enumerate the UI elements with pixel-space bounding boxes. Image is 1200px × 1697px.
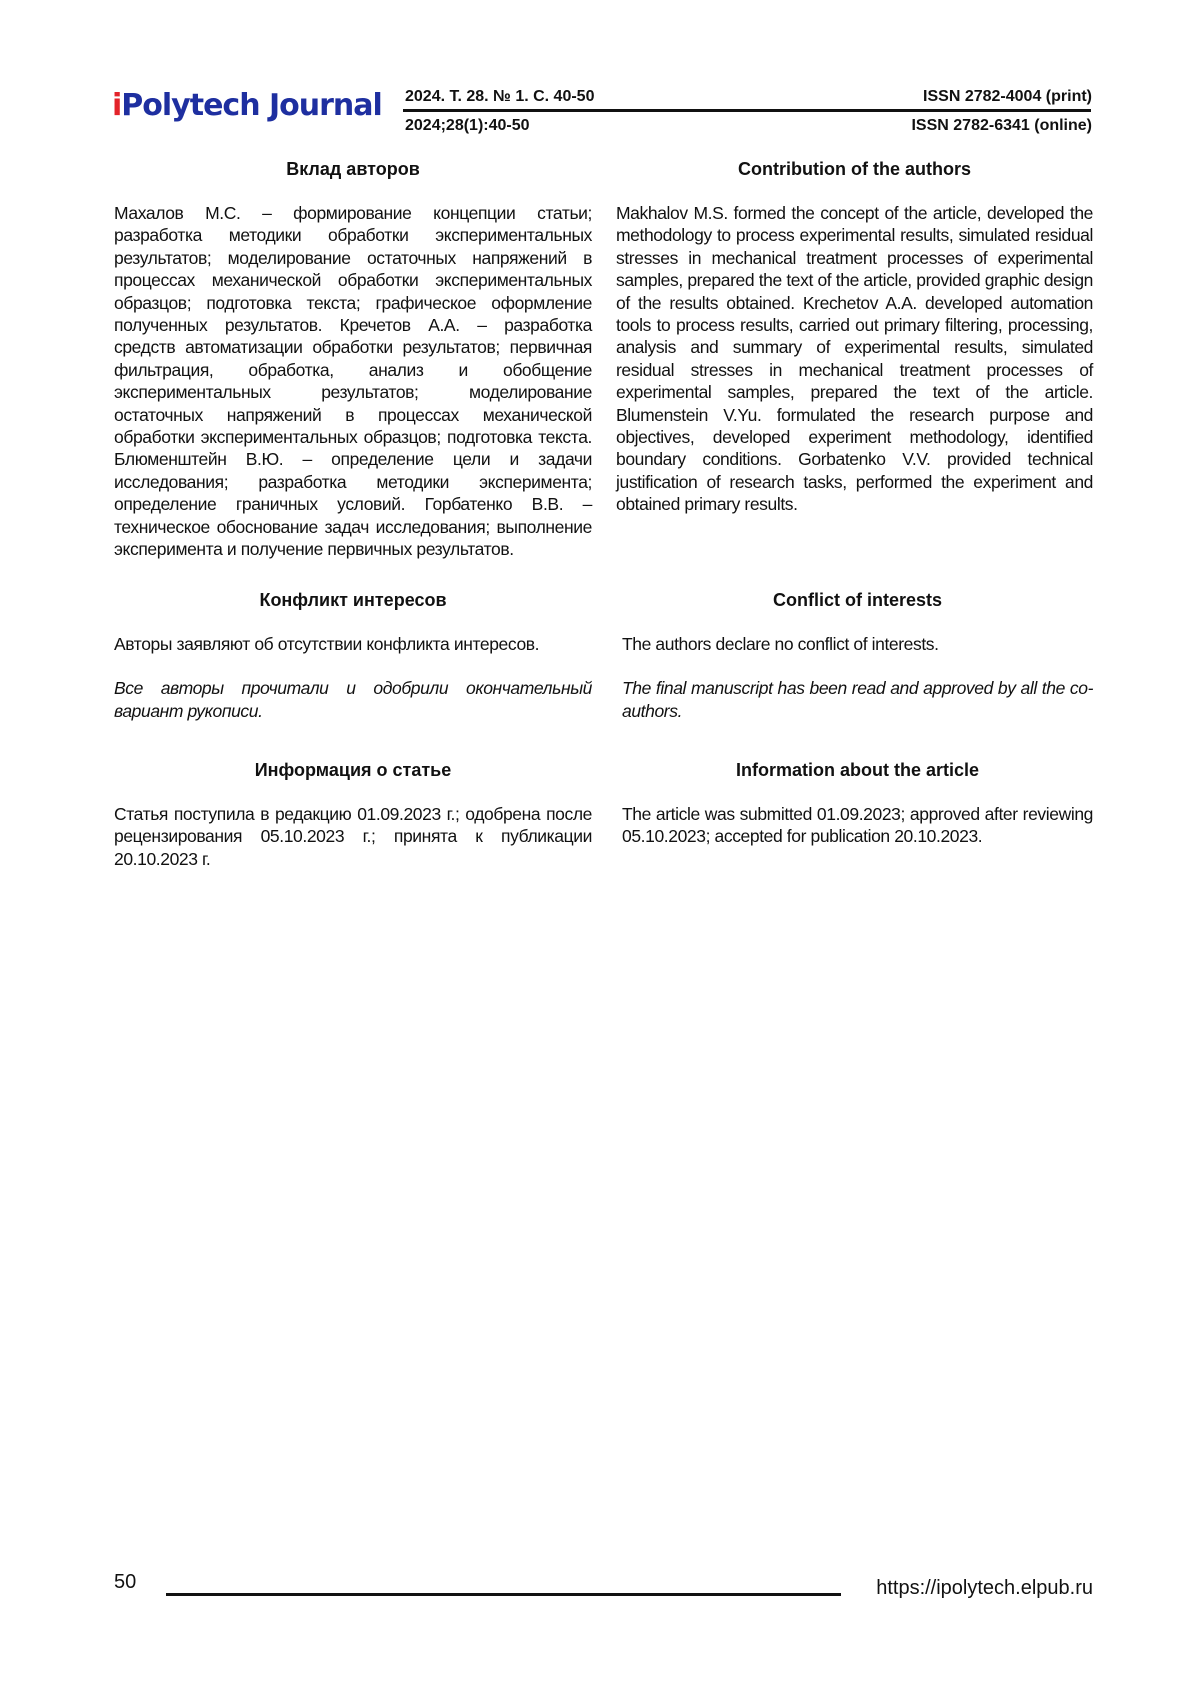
conflict-text-ru: Авторы заявляют об отсутствии конфликта интересов.	[114, 634, 540, 654]
logo-prefix: i	[112, 88, 122, 123]
issn-online: ISSN 2782-6341 (online)	[911, 117, 1092, 134]
page-number: 50	[114, 1571, 137, 1593]
conflict-heading-en: Conflict of interests	[772, 590, 942, 610]
issn-print: ISSN 2782-4004 (print)	[923, 88, 1092, 105]
contribution-heading-en: Contribution of the authors	[738, 159, 971, 179]
journal-logo	[112, 88, 382, 123]
conflict-text-en: The authors declare no conflict of interests.	[622, 634, 939, 654]
approved-text-en: The final manuscript has been read and approved by all the co-authors.	[622, 678, 1093, 721]
contribution-text-en: Makhalov M.S. formed the concept of the article, developed the methodology to process experimental results, simulated residual stresses in mechanical treatment processes of experimental samples, prepared the text of the article, provided graphic design of the results obtained. Krechetov A.A. developed automation tools to process results, carried out primary filtering, processing, analysis and summary of experimental results, simulated residual stresses in mechanical treatment processes of experimental samples, prepared the text of the article. Blumenstein V.Yu. formulated the research purpose and objectives, developed experiment methodology, identified boundary conditions. Gorbatenko V.V. provided technical justification of research tasks, performed the experiment and obtained primary results.	[616, 203, 1093, 515]
contribution-en-section	[616, 158, 1093, 516]
footer-divider	[166, 1593, 841, 1596]
conflict-ru-section	[114, 589, 592, 722]
article-info-en-section	[622, 759, 1093, 848]
journal-url[interactable]: https://ipolytech.elpub.ru	[876, 1577, 1093, 1599]
conflict-heading-ru: Конфликт интересов	[259, 590, 447, 610]
article-info-heading-en: Information about the article	[735, 760, 980, 780]
header-divider	[403, 109, 1091, 112]
logo-text: Polytech Journal	[121, 88, 382, 123]
article-info-text-ru: Статья поступила в редакцию 01.09.2023 г.; одобрена после рецензирования 05.10.2023 г.; принята к публикации 20.10.2023 г.	[114, 804, 592, 869]
contribution-text-ru: Махалов М.С. – формирование концепции статьи; разработка методики обработки экспериментальных результатов; моделирование остаточных напряжений в процессах механической обработки экспериментальных образцов; подготовка текста; графическое оформление полученных результатов. Кречетов А.А. – разработка средств автоматизации обработки результатов; первичная фильтрация, обработка, анализ и обобщение экспериментальных результатов; моделирование остаточных напряжений в процессах механической обработки экспериментальных образцов; подготовка текста. Блюменштейн В.Ю. – определение цели и задачи исследования; разработка методики эксперимента; определение граничных условий. Горбатенко В.В. – техническое обоснование задач исследования; выполнение эксперимента и получение первичных результатов.	[114, 203, 592, 560]
contribution-heading-ru: Вклад авторов	[286, 159, 420, 179]
contribution-ru-section	[114, 158, 592, 561]
citation-ru: 2024. Т. 28. № 1. С. 40-50	[405, 88, 595, 105]
citation-en: 2024;28(1):40-50	[405, 117, 530, 134]
article-info-ru-section	[114, 759, 592, 870]
article-info-text-en: The article was submitted 01.09.2023; approved after reviewing 05.10.2023; accepted for publication 20.10.2023.	[622, 804, 1093, 847]
article-info-heading-ru: Информация о статье	[254, 760, 452, 780]
approved-text-ru: Все авторы прочитали и одобрили окончательный вариант рукописи.	[114, 678, 592, 721]
conflict-en-section	[622, 589, 1093, 722]
